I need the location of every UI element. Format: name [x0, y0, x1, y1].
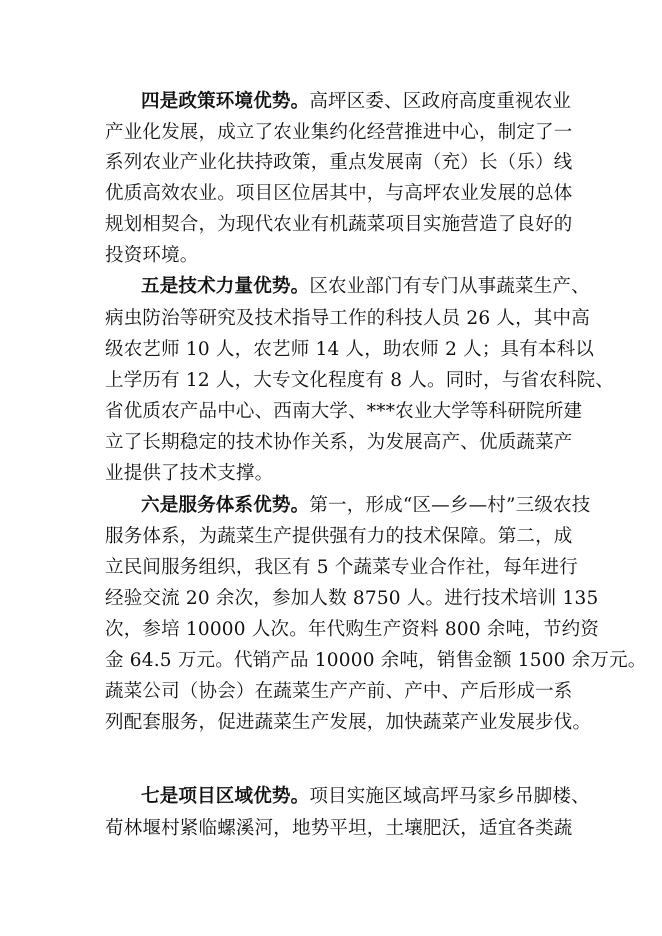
paragraph-5-line-5: 省优质农产品中心、西南大学、***农业大学等科研院所建	[105, 401, 583, 422]
paragraph-6-heading: 六是服务体系优势。	[141, 495, 310, 516]
paragraph-text: 高坪区委、区政府高度重视农业	[309, 91, 572, 112]
paragraph-7-heading: 七是项目区域优势。	[141, 786, 310, 807]
paragraph-6-line-7: 蔬菜公司（协会）在蔬菜生产产前、产中、产后形成一系	[105, 681, 573, 702]
paragraph-6-line-8: 列配套服务，促进蔬菜生产发展，加快蔬菜产业发展步伐。	[105, 712, 592, 733]
paragraph-6-line-4: 经验交流 20 余次，参加人数 8750 人。进行技术培训 135	[105, 588, 599, 609]
paragraph-6-line-3: 立民间服务组织，我区有 5 个蔬菜专业合作社，每年进行	[105, 557, 578, 578]
paragraph-4-line-5: 规划相契合，为现代农业有机蔬菜项目实施营造了良好的	[105, 214, 573, 235]
paragraph-5-line-7: 业提供了技术支撑。	[105, 463, 274, 484]
paragraph-text: 区农业部门有专门从事蔬菜生产、	[309, 276, 590, 297]
paragraph-7-line-2: 荀林堰村紧临螺溪河，地势平坦，土壤肥沃，适宜各类蔬	[105, 818, 573, 839]
paragraph-6-line-2: 服务体系，为蔬菜生产提供强有力的技术保障。第二，成	[105, 526, 573, 547]
paragraph-4-line-1	[141, 89, 571, 115]
paragraph-text: 项目实施区域高坪马家乡吊脚楼、	[309, 786, 590, 807]
paragraph-4-line-2: 产业化发展，成立了农业集约化经营推进中心，制定了一	[105, 122, 573, 143]
paragraph-5-line-2: 病虫防治等研究及技术指导工作的科技人员 26 人，其中高	[105, 308, 590, 329]
paragraph-6-line-6: 金 64.5 万元。代销产品 10000 余吨，销售金额 1500 余万元。	[105, 650, 647, 671]
paragraph-4-line-6: 投资环境。	[105, 245, 199, 266]
paragraph-6-line-1	[141, 493, 590, 519]
paragraph-5-line-3: 级农艺师 10 人，农艺师 14 人，助农师 2 人；具有本科以	[105, 339, 595, 360]
paragraph-7-line-1	[141, 784, 590, 810]
paragraph-text: 第一，形成“区—乡—村”三级农技	[309, 495, 591, 516]
paragraph-5-heading: 五是技术力量优势。	[141, 276, 310, 297]
paragraph-6-line-5: 次，参培 10000 人次。年代购生产资料 800 余吨，节约资	[105, 619, 600, 640]
paragraph-4-heading: 四是政策环境优势。	[141, 91, 310, 112]
paragraph-4-line-3: 系列农业产业化扶持政策，重点发展南（充）长（乐）线	[105, 152, 573, 173]
paragraph-4-line-4: 优质高效农业。项目区位居其中，与高坪农业发展的总体	[105, 183, 573, 204]
paragraph-5-line-6: 立了长期稳定的技术协作关系，为发展高产、优质蔬菜产	[105, 432, 573, 453]
paragraph-5-line-4: 上学历有 12 人，大专文化程度有 8 人。同时，与省农科院、	[105, 370, 615, 391]
paragraph-5-line-1	[141, 274, 590, 300]
